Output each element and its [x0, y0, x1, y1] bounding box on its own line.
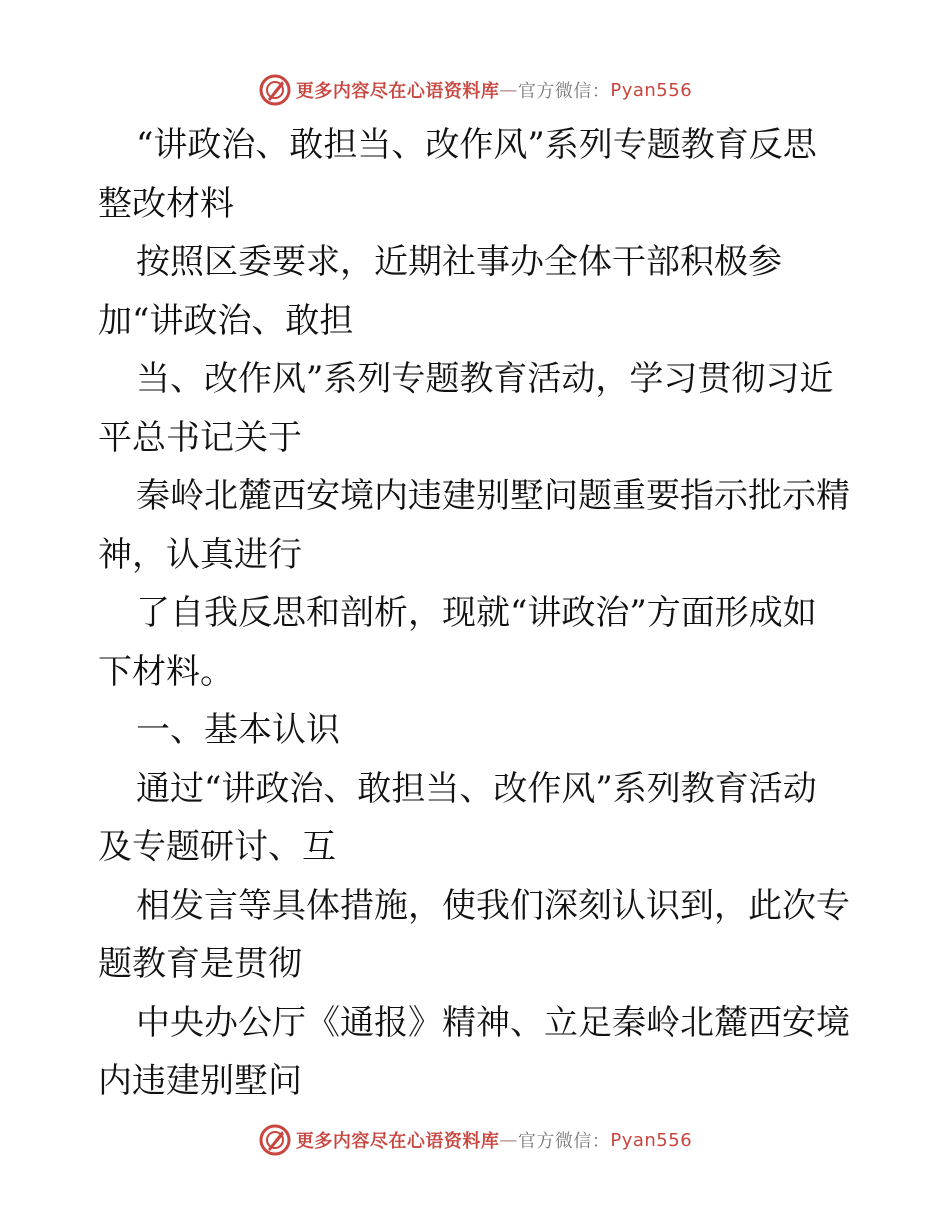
text-line: 神，认真进行 — [98, 534, 302, 575]
text-line: 中央办公厅《通报》精神、立足秦岭北麓西安境 — [136, 1002, 850, 1043]
watermark-handle: Pyan556 — [610, 1129, 693, 1151]
watermark-separator: — — [499, 79, 518, 101]
brand-logo-icon — [258, 73, 292, 107]
footer-watermark — [0, 1120, 950, 1160]
text-line: “讲政治、敢担当、改作风”系列专题教育反思 — [136, 125, 817, 165]
watermark-official-label: 官方微信： — [517, 1131, 611, 1152]
text-line: 整改材料 — [98, 183, 234, 224]
watermark-site-text: 更多内容尽在心语资料库 — [295, 1131, 500, 1152]
text-line: 了自我反思和剖析，现就“讲政治”方面形成如 — [136, 593, 817, 633]
text-line: 通过“讲政治、敢担当、改作风”系列教育活动 — [136, 768, 817, 809]
text-line: 一、基本认识 — [136, 710, 340, 750]
text-line: 秦岭北麓西安境内违建别墅问题重要指示批示精 — [136, 476, 850, 516]
text-line: 按照区委要求，近期社事办全体干部积极参 — [136, 242, 782, 282]
watermark-separator: — — [499, 1129, 518, 1151]
text-line: 及专题研讨、互 — [98, 827, 336, 867]
watermark-official-label: 官方微信： — [517, 81, 611, 102]
text-line: 相发言等具体措施，使我们深刻认识到，此次专 — [136, 885, 850, 926]
text-line: 平总书记关于 — [98, 417, 302, 458]
brand-logo-icon — [258, 1123, 292, 1157]
text-line: 内违建别墅问 — [98, 1061, 302, 1101]
watermark-handle: Pyan556 — [610, 79, 693, 101]
document-body — [98, 116, 858, 1111]
text-line: 下材料。 — [98, 651, 234, 692]
header-watermark — [0, 70, 950, 110]
text-line: 加“讲政治、敢担 — [98, 300, 354, 341]
watermark-site-text: 更多内容尽在心语资料库 — [295, 81, 500, 102]
text-line: 题教育是贯彻 — [98, 944, 302, 984]
text-line: 当、改作风”系列专题教育活动，学习贯彻习近 — [136, 359, 834, 399]
